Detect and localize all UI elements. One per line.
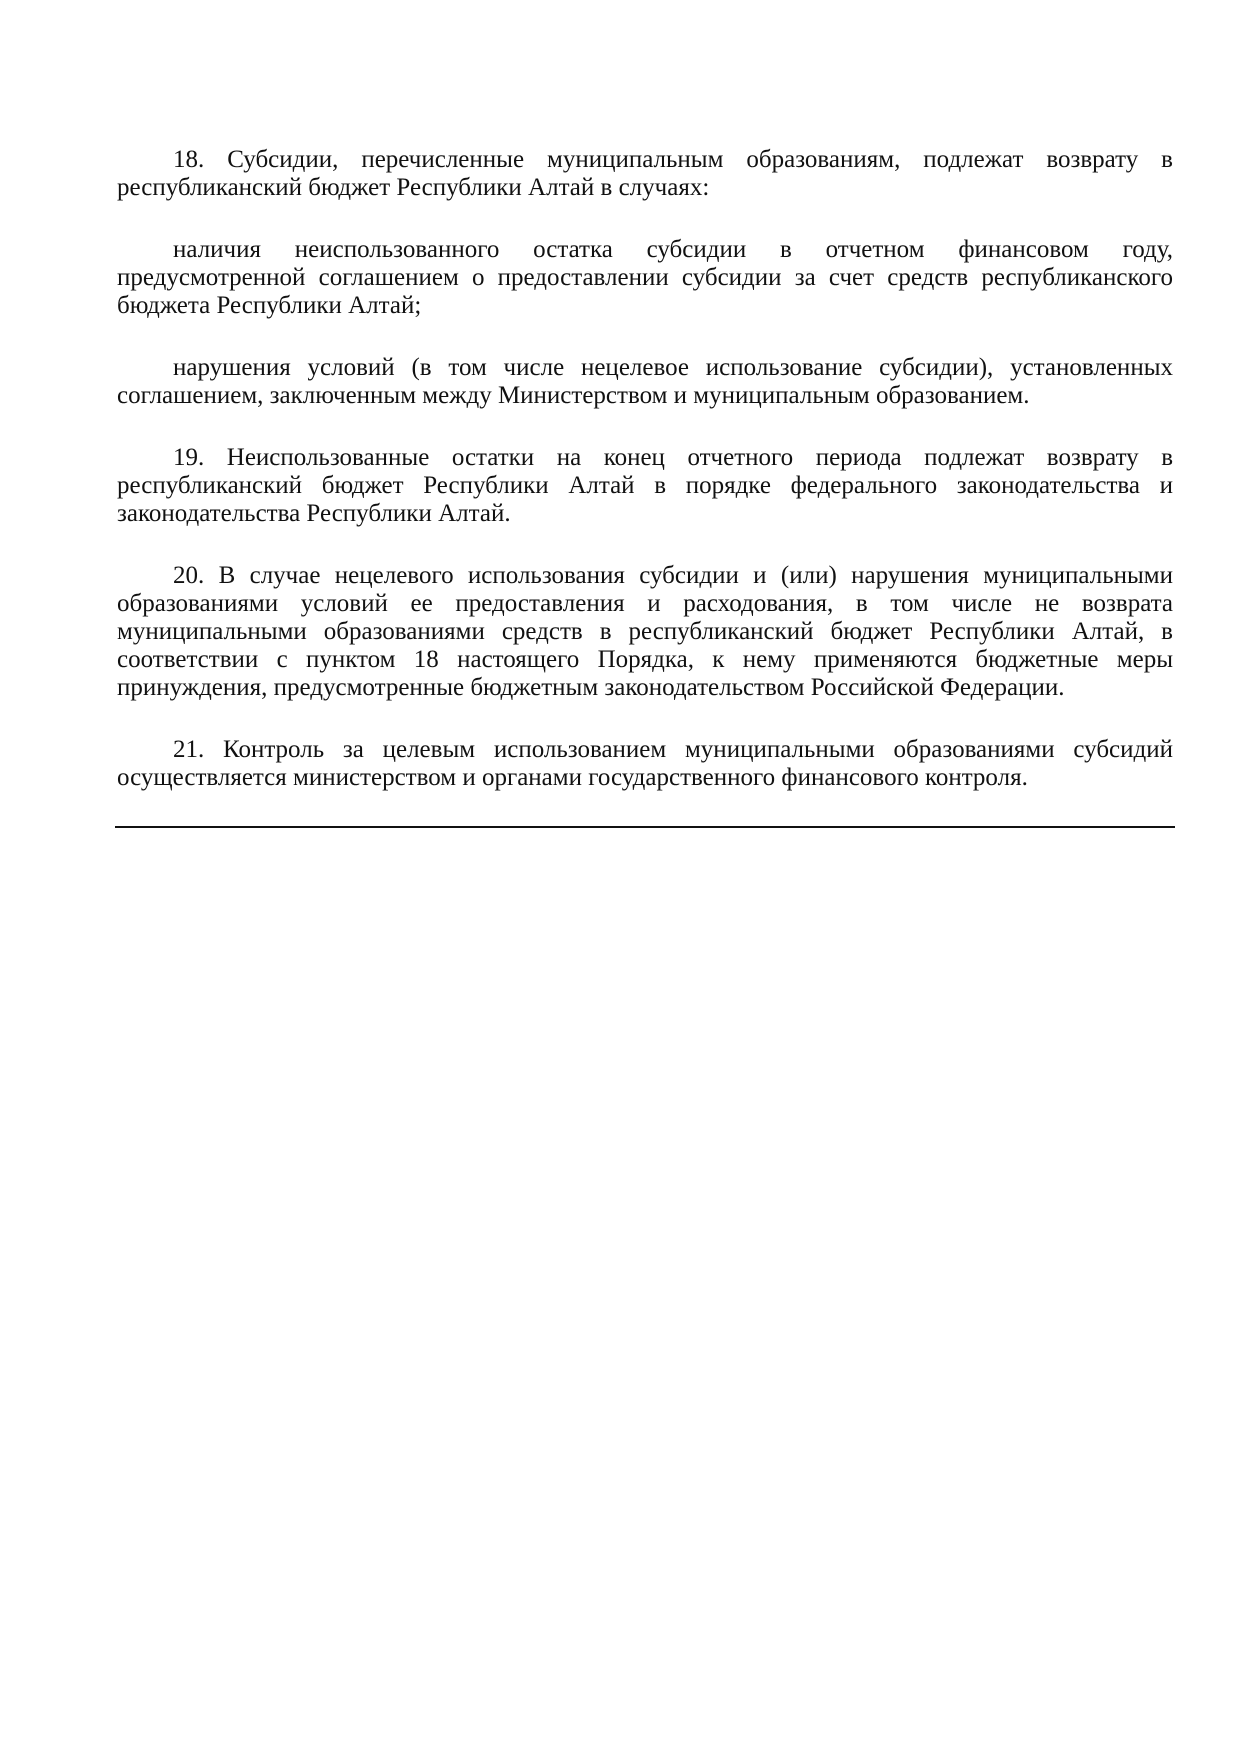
paragraph-21: 21. Контроль за целевым использованием муниципальными образованиями субсидий осуществляется министерством и органами государственного финансового контроля. bbox=[117, 736, 1173, 791]
paragraph-18-case-violation: нарушения условий (в том числе нецелевое использование субсидии), установленных соглашением, заключенным между Министерством и муниципальным образованием. bbox=[117, 354, 1173, 409]
paragraph-18-case-unused-balance: наличия неиспользованного остатка субсидии в отчетном финансовом году, предусмотренной соглашением о предоставлении субсидии за счет средств республиканского бюджета Республики Алтай; bbox=[117, 236, 1173, 319]
paragraph-18: 18. Субсидии, перечисленные муниципальным образованиям, подлежат возврату в республиканский бюджет Республики Алтай в случаях: bbox=[117, 146, 1173, 201]
end-of-document-rule bbox=[115, 826, 1175, 828]
paragraph-19: 19. Неиспользованные остатки на конец отчетного периода подлежат возврату в республиканский бюджет Республики Алтай в порядке федерального законодательства и законодательства Республики Алтай. bbox=[117, 444, 1173, 527]
paragraph-20: 20. В случае нецелевого использования субсидии и (или) нарушения муниципальными образованиями условий ее предоставления и расходования, в том числе не возврата муниципальными образованиями средств в республиканский бюджет Республики Алтай, в соответствии с пунктом 18 настоящего Порядка, к нему применяются бюджетные меры принуждения, предусмотренные бюджетным законодательством Российской Федерации. bbox=[117, 562, 1173, 701]
document-body bbox=[117, 146, 1173, 826]
